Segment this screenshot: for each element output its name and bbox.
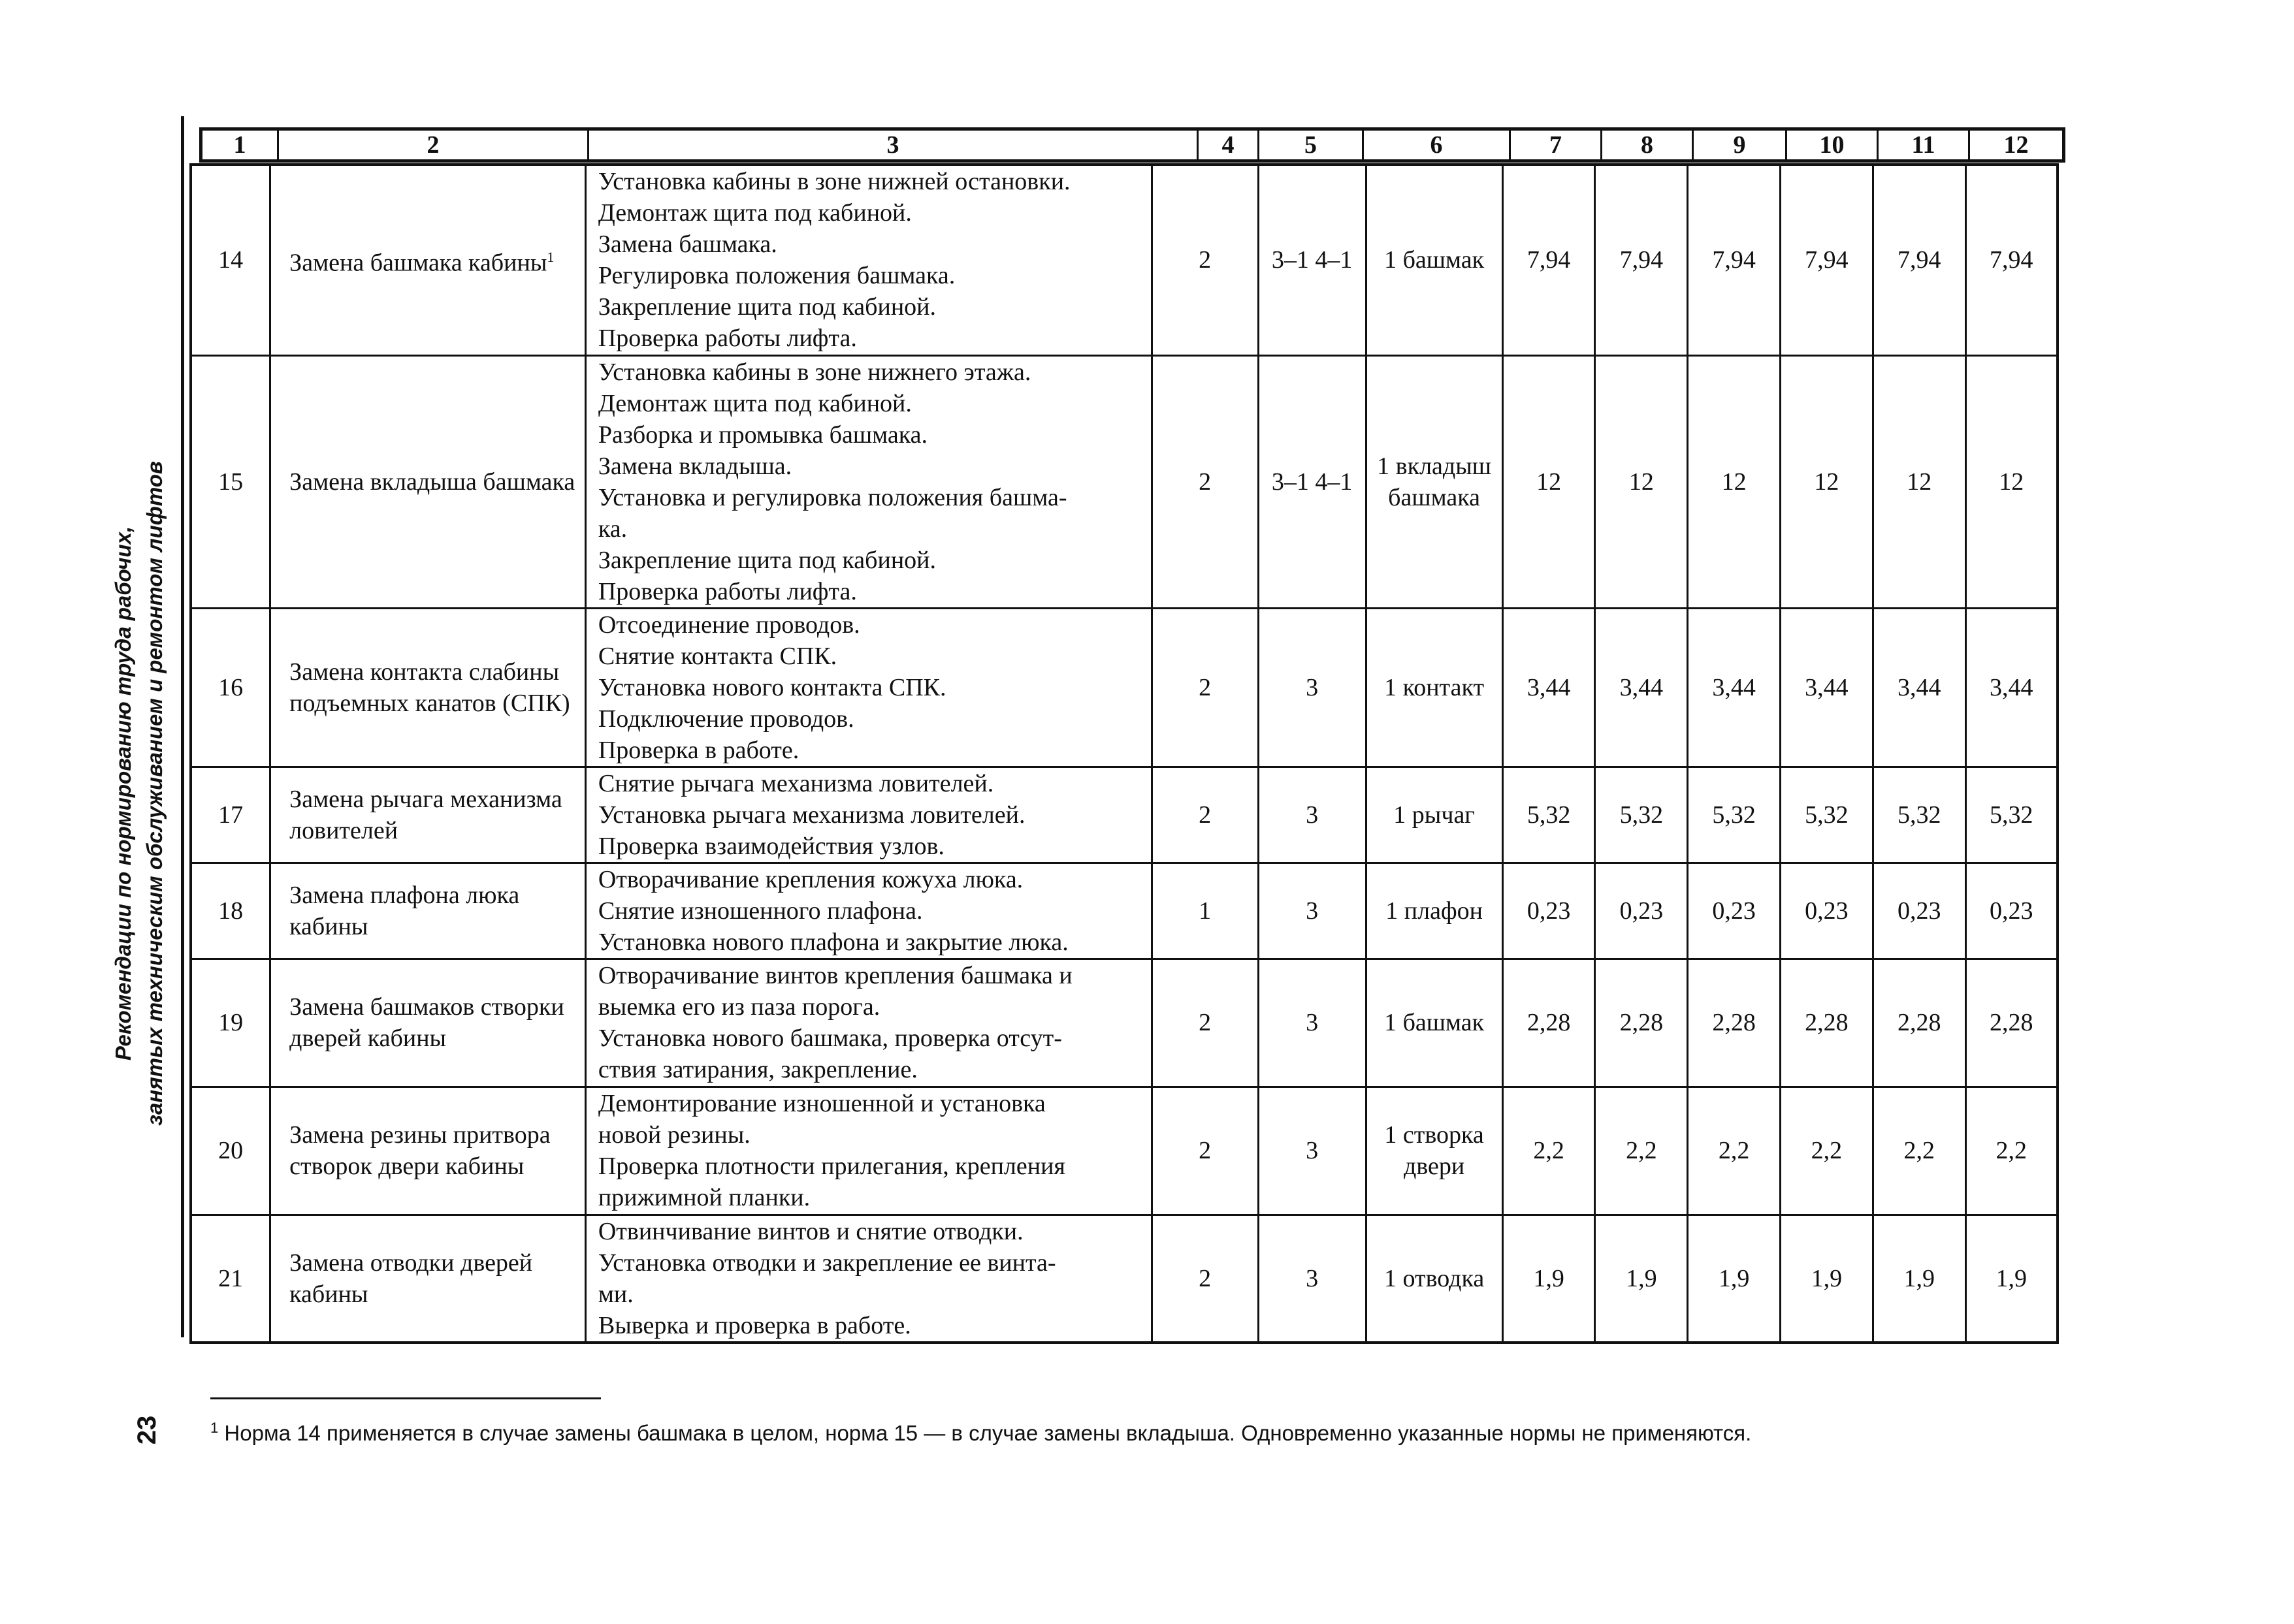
- norm-value: 3,44: [1595, 608, 1688, 767]
- norm-value: 3,44: [1688, 608, 1781, 767]
- worker-count: 2: [1152, 608, 1258, 767]
- operation-line: ка.: [598, 515, 628, 543]
- worker-count: 2: [1152, 767, 1258, 863]
- grade: 3: [1258, 767, 1366, 863]
- column-number: 5: [1259, 129, 1363, 161]
- side-running-title: [108, 434, 186, 1153]
- norm-value: 0,23: [1595, 863, 1688, 959]
- operations: [585, 355, 1152, 608]
- operation-line: Снятие контакта СПК.: [598, 642, 837, 670]
- norm-value: 7,94: [1781, 165, 1873, 355]
- work-name-text: Замена плафона люка кабины: [289, 881, 520, 940]
- operation-line: прижимной планки.: [598, 1184, 811, 1211]
- operation-line: Установка и регулировка положения башма-: [598, 483, 1067, 511]
- operation-line: Замена башмака.: [598, 231, 777, 259]
- row-number: 20: [191, 1087, 270, 1215]
- operation-line: ми.: [598, 1280, 634, 1308]
- norm-value: 2,28: [1965, 959, 2058, 1087]
- column-number: 1: [201, 129, 278, 161]
- work-name: [270, 767, 586, 863]
- operation-line: Отворачивание крепления кожуха люка.: [598, 865, 1024, 893]
- row-number: 17: [191, 767, 270, 863]
- operation-line: Разборка и промывка башмака.: [598, 421, 928, 449]
- norm-value: 0,23: [1502, 863, 1595, 959]
- operation-line: Замена вкладыша.: [598, 452, 792, 480]
- work-name: [270, 1215, 586, 1343]
- worker-count: 2: [1152, 959, 1258, 1087]
- norm-value: 5,32: [1965, 767, 2058, 863]
- operation-line: Подключение проводов.: [598, 705, 854, 733]
- work-name-text: Замена башмаков створки дверей кабины: [289, 993, 564, 1052]
- row-number: 15: [191, 355, 270, 608]
- unit: 1 башмак: [1366, 165, 1502, 355]
- operation-line: Снятие рычага механизма ловителей.: [598, 769, 994, 797]
- row-number: 14: [191, 165, 270, 355]
- norm-value: 12: [1965, 355, 2058, 608]
- table-row: [191, 608, 2058, 767]
- grade: 3: [1258, 608, 1366, 767]
- norm-value: 7,94: [1688, 165, 1781, 355]
- norm-value: 1,9: [1502, 1215, 1595, 1343]
- column-number: 12: [1969, 129, 2064, 161]
- operations: [585, 863, 1152, 959]
- operation-line: выемка его из паза порога.: [598, 993, 880, 1021]
- operations: [585, 165, 1152, 355]
- column-number-header: [199, 127, 2065, 163]
- norm-value: 5,32: [1595, 767, 1688, 863]
- column-number: 6: [1363, 129, 1510, 161]
- norm-value: 1,9: [1688, 1215, 1781, 1343]
- norm-value: 1,9: [1965, 1215, 2058, 1343]
- operation-line: Закрепление щита под кабиной.: [598, 293, 936, 321]
- footnote-rule: [210, 1397, 601, 1399]
- norm-value: 3,44: [1781, 608, 1873, 767]
- norm-value: 0,23: [1781, 863, 1873, 959]
- table-row: [191, 1087, 2058, 1215]
- footnote: [210, 1414, 2039, 1448]
- operation-line: Установка кабины в зоне нижнего этажа.: [598, 358, 1031, 386]
- worker-count: 2: [1152, 355, 1258, 608]
- work-name-text: Замена рычага механизма ловителей: [289, 785, 562, 844]
- norm-value: 5,32: [1688, 767, 1781, 863]
- operation-line: Выверка и проверка в работе.: [598, 1311, 911, 1339]
- norm-value: 5,32: [1873, 767, 1965, 863]
- norm-value: 12: [1595, 355, 1688, 608]
- grade: 3: [1258, 959, 1366, 1087]
- norm-value: 2,28: [1595, 959, 1688, 1087]
- grade: 3: [1258, 1087, 1366, 1215]
- norm-value: 2,2: [1595, 1087, 1688, 1215]
- norm-value: 5,32: [1781, 767, 1873, 863]
- column-number: 9: [1693, 129, 1786, 161]
- operation-line: Установка рычага механизма ловителей.: [598, 801, 1026, 829]
- work-name-text: Замена башмака кабины: [289, 249, 547, 277]
- norm-value: 12: [1688, 355, 1781, 608]
- table-row: [191, 165, 2058, 355]
- norm-value: 12: [1873, 355, 1965, 608]
- work-name: [270, 959, 586, 1087]
- norm-value: 2,2: [1873, 1087, 1965, 1215]
- work-name-text: Замена резины притвора створок двери кабины: [289, 1121, 551, 1180]
- operation-line: Проверка взаимодействия узлов.: [598, 832, 945, 860]
- operation-line: Проверка работы лифта.: [598, 325, 857, 353]
- norm-value: 2,2: [1502, 1087, 1595, 1215]
- norm-value: 5,32: [1502, 767, 1595, 863]
- norm-value: 12: [1781, 355, 1873, 608]
- norm-value: 2,28: [1873, 959, 1965, 1087]
- row-number: 19: [191, 959, 270, 1087]
- work-name-text: Замена вкладыша башмака: [289, 468, 575, 496]
- norm-value: 0,23: [1688, 863, 1781, 959]
- norm-value: 3,44: [1502, 608, 1595, 767]
- operation-line: новой резины.: [598, 1121, 751, 1149]
- operation-line: Установка кабины в зоне нижней остановки.: [598, 168, 1071, 196]
- work-name-text: Замена отводки дверей кабины: [289, 1249, 533, 1308]
- norm-value: 3,44: [1873, 608, 1965, 767]
- unit: 1 вкладыш башмака: [1366, 355, 1502, 608]
- operation-line: Регулировка положения башмака.: [598, 262, 956, 290]
- side-title-line-2: занятых техническим обслуживанием и ремонтом лифтов: [142, 461, 167, 1126]
- operation-line: Отвинчивание винтов и снятие отводки.: [598, 1217, 1024, 1245]
- norm-value: 7,94: [1965, 165, 2058, 355]
- worker-count: 2: [1152, 165, 1258, 355]
- unit: 1 рычаг: [1366, 767, 1502, 863]
- norm-value: 2,2: [1965, 1087, 2058, 1215]
- operation-line: Проверка работы лифта.: [598, 577, 857, 605]
- operation-line: Установка нового башмака, проверка отсут-: [598, 1025, 1062, 1052]
- footnote-ref: 1: [547, 248, 555, 265]
- column-number: 11: [1878, 129, 1969, 161]
- column-number: 7: [1510, 129, 1602, 161]
- norm-value: 2,28: [1781, 959, 1873, 1087]
- operation-line: Демонтирование изношенной и установка: [598, 1090, 1046, 1117]
- norm-value: 2,28: [1502, 959, 1595, 1087]
- operation-line: Установка нового контакта СПК.: [598, 673, 946, 701]
- work-name: [270, 1087, 586, 1215]
- worker-count: 2: [1152, 1215, 1258, 1343]
- work-name-text: Замена контакта слабины подъемных канатов (СПК): [289, 658, 570, 717]
- norm-value: 1,9: [1781, 1215, 1873, 1343]
- footnote-text: Норма 14 применяется в случае замены башмака в целом, норма 15 — в случае замены вкладыша. Одновременно указанные нормы не применяются.: [224, 1421, 1752, 1445]
- norm-value: 2,28: [1688, 959, 1781, 1087]
- margin-rule: [181, 116, 184, 1337]
- operation-line: Установка отводки и закрепление ее винта-: [598, 1249, 1056, 1277]
- norm-value: 7,94: [1595, 165, 1688, 355]
- column-number: 8: [1602, 129, 1693, 161]
- operation-line: Проверка в работе.: [598, 736, 800, 764]
- work-name: [270, 355, 586, 608]
- page-number: 23: [133, 1415, 161, 1445]
- norm-value: 0,23: [1873, 863, 1965, 959]
- norms-table: [189, 163, 2059, 1344]
- norm-value: 3,44: [1965, 608, 2058, 767]
- norm-value: 0,23: [1965, 863, 2058, 959]
- column-number: 4: [1198, 129, 1259, 161]
- worker-count: 2: [1152, 1087, 1258, 1215]
- operation-line: ствия затирания, закрепление.: [598, 1056, 918, 1083]
- operations: [585, 608, 1152, 767]
- norm-value: 2,2: [1688, 1087, 1781, 1215]
- table-row: [191, 355, 2058, 608]
- work-name: [270, 165, 586, 355]
- norm-value: 1,9: [1595, 1215, 1688, 1343]
- unit: 1 створка двери: [1366, 1087, 1502, 1215]
- row-number: 21: [191, 1215, 270, 1343]
- norm-value: 7,94: [1502, 165, 1595, 355]
- footnote-mark: 1: [210, 1420, 219, 1436]
- side-title-line-1: Рекомендации по нормированию труда рабочих,: [111, 526, 135, 1061]
- unit: 1 отводка: [1366, 1215, 1502, 1343]
- table-row: [191, 863, 2058, 959]
- table-row: [191, 767, 2058, 863]
- table-row: [191, 959, 2058, 1087]
- operations: [585, 1215, 1152, 1343]
- operation-line: Демонтаж щита под кабиной.: [598, 389, 912, 417]
- operation-line: Проверка плотности прилегания, крепления: [598, 1153, 1065, 1180]
- norm-value: 12: [1502, 355, 1595, 608]
- operations: [585, 767, 1152, 863]
- norm-value: 2,2: [1781, 1087, 1873, 1215]
- grade: 3–1 4–1: [1258, 355, 1366, 608]
- row-number: 16: [191, 608, 270, 767]
- operations: [585, 1087, 1152, 1215]
- grade: 3: [1258, 863, 1366, 959]
- table-row: [191, 1215, 2058, 1343]
- operation-line: Демонтаж щита под кабиной.: [598, 199, 912, 227]
- operation-line: Отсоединение проводов.: [598, 611, 860, 639]
- row-number: 18: [191, 863, 270, 959]
- grade: 3: [1258, 1215, 1366, 1343]
- work-name: [270, 608, 586, 767]
- operations: [585, 959, 1152, 1087]
- norm-value: 7,94: [1873, 165, 1965, 355]
- operation-line: Отворачивание винтов крепления башмака и: [598, 962, 1073, 989]
- unit: 1 контакт: [1366, 608, 1502, 767]
- norm-value: 1,9: [1873, 1215, 1965, 1343]
- column-number: 3: [589, 129, 1198, 161]
- unit: 1 плафон: [1366, 863, 1502, 959]
- work-name: [270, 863, 586, 959]
- operation-line: Закрепление щита под кабиной.: [598, 546, 936, 574]
- column-number: 2: [278, 129, 589, 161]
- operation-line: Установка нового плафона и закрытие люка.: [598, 928, 1069, 956]
- unit: 1 башмак: [1366, 959, 1502, 1087]
- grade: 3–1 4–1: [1258, 165, 1366, 355]
- operation-line: Снятие изношенного плафона.: [598, 897, 923, 925]
- worker-count: 1: [1152, 863, 1258, 959]
- column-number: 10: [1786, 129, 1878, 161]
